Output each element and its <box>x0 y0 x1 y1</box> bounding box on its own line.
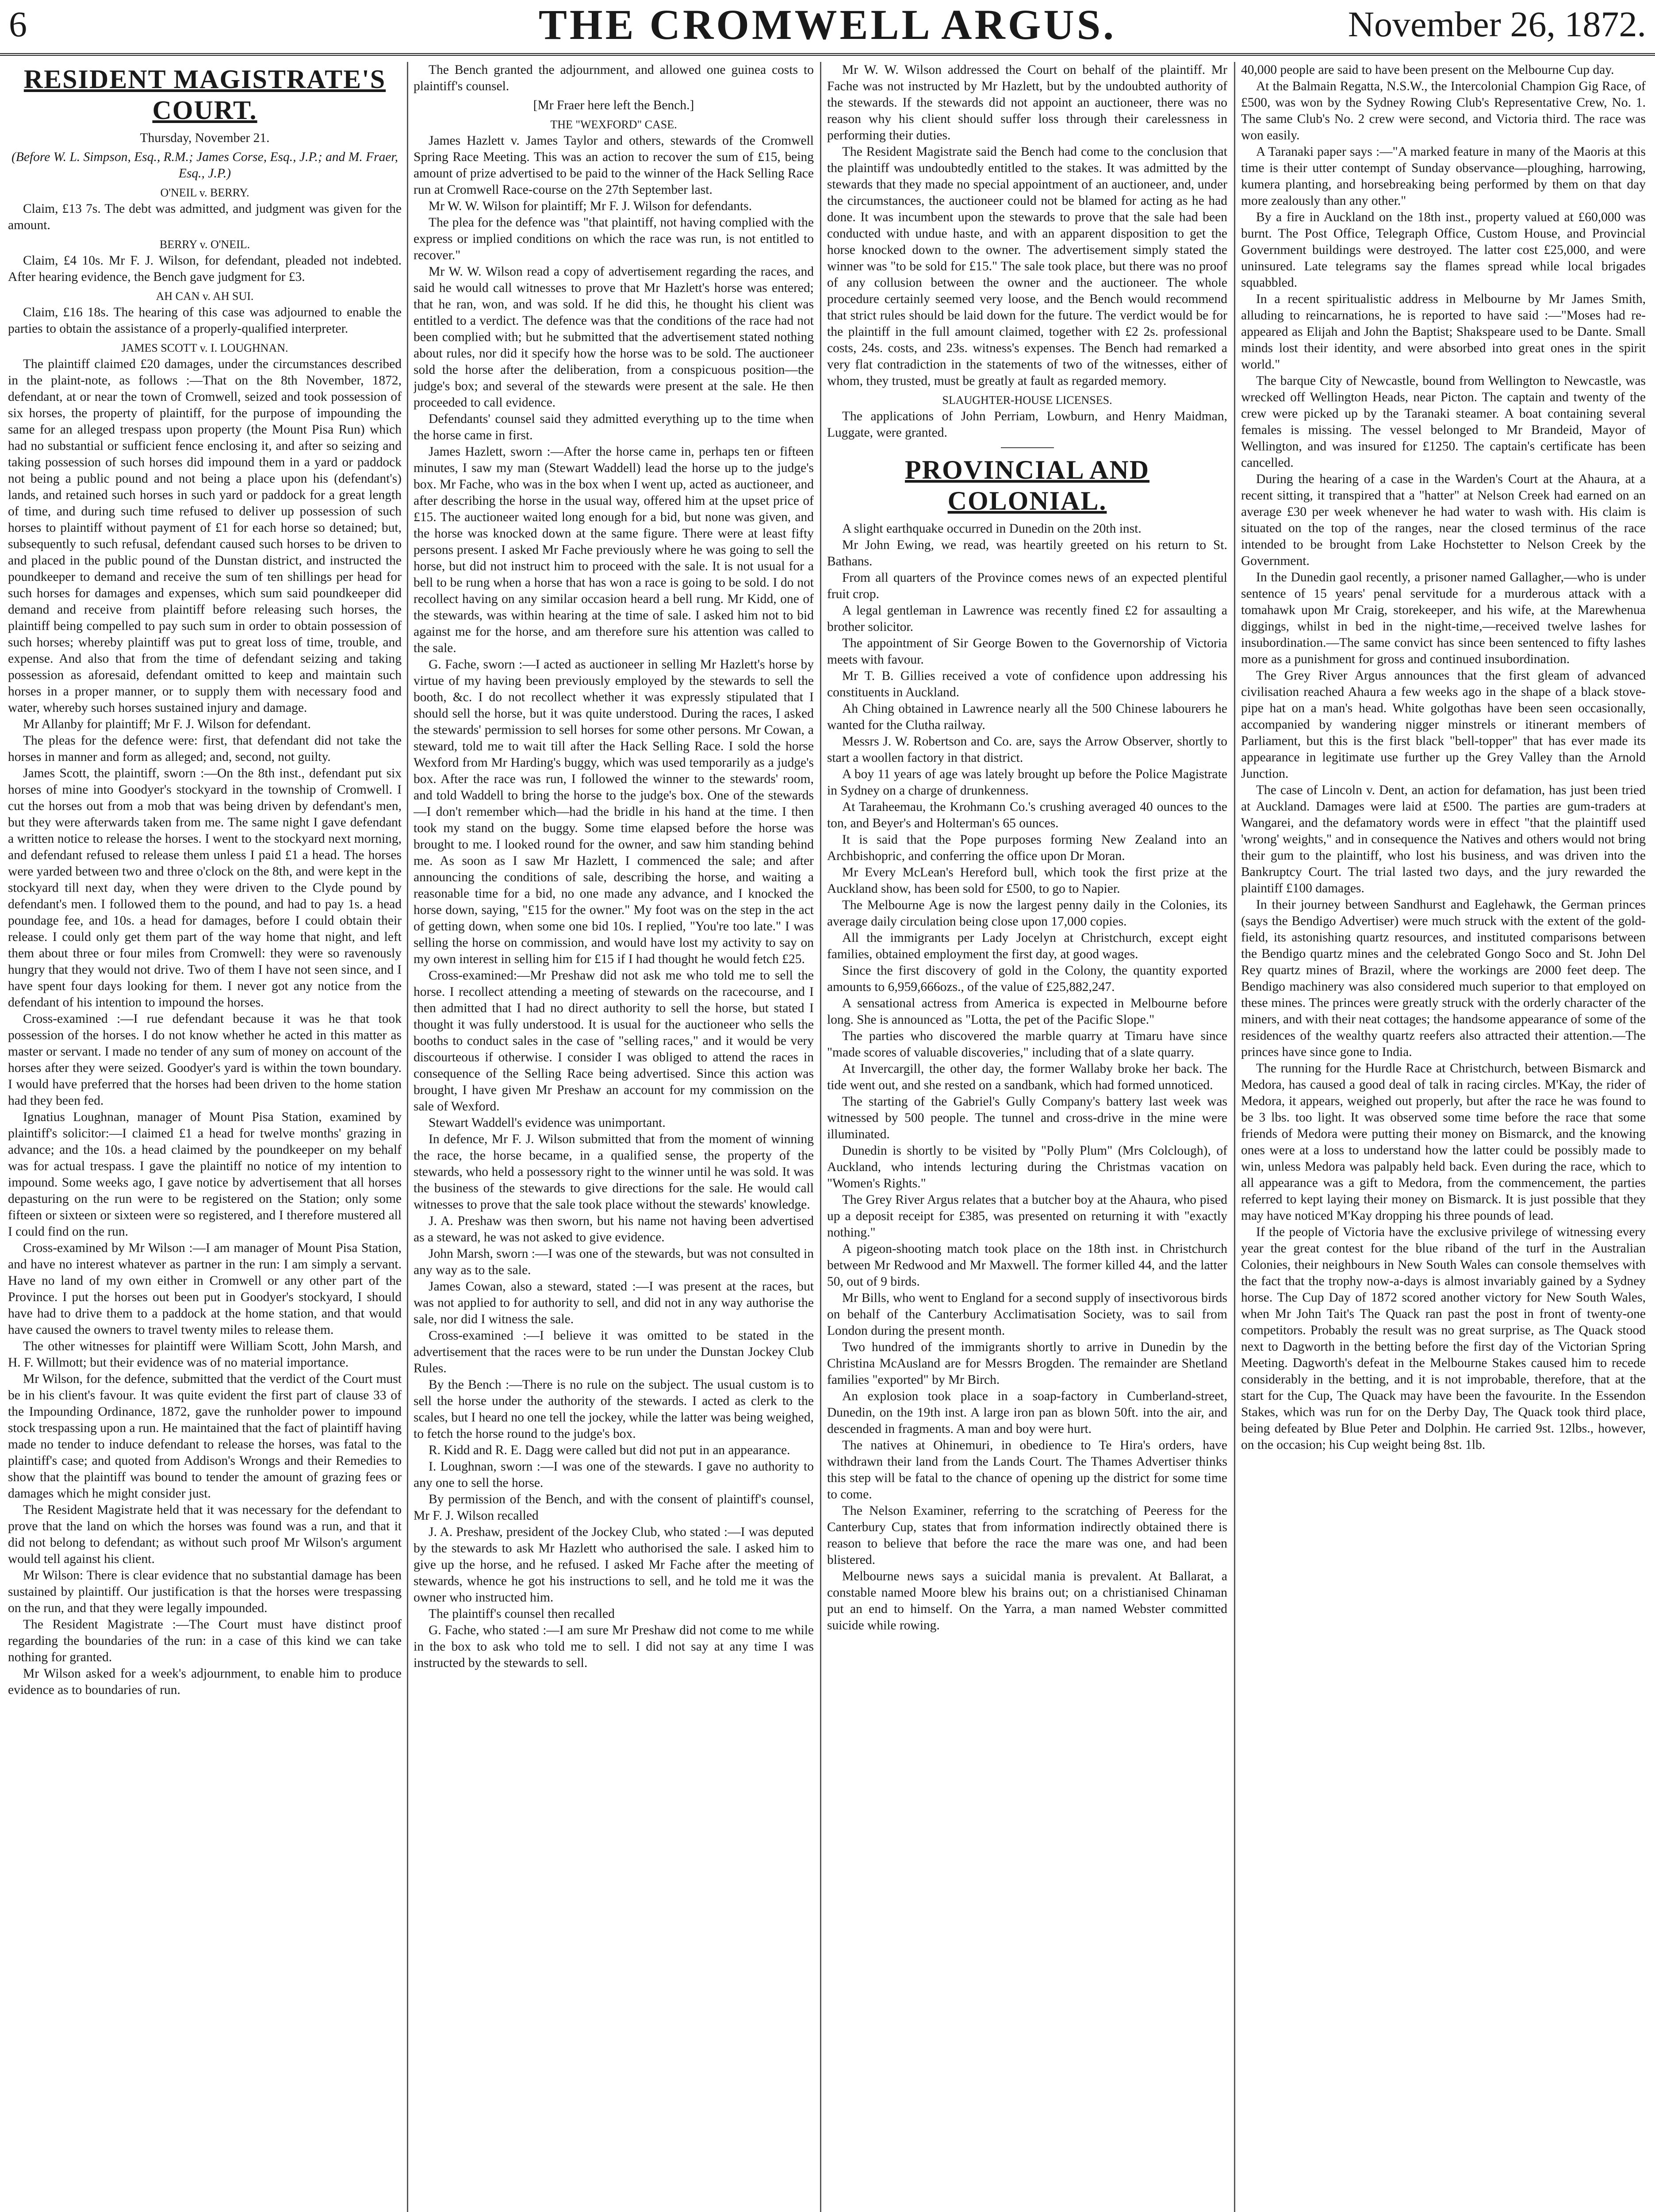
paragraph: G. Fache, sworn :—I acted as auctioneer in selling Mr Hazlett's horse by virtue of my having been previously employed by the stewards to sell the booth, &c. I do not recollect whether it was expressly stipulated that I should sell the horse, but it was quite understood. During the races, I asked the stewards' permission to sell horses for some other persons. Mr Cowan, a steward, told me to wait till after the Hack Selling Race. I sold the horse Wexford from Mr Harding's buggy, which was used temporarily as a judge's box. After the race was run, I followed the winner to the stewards' room, and told Waddell to bring the horse to the judge's box. One of the stewards—I don't remember which—had the bridle in his hand at the time. I then took my stand on the buggy. Some time elapsed before the horse was brought to me. I looked round for the owner, and saw him standing behind me. As soon as I saw Mr Hazlett, I commenced the sale; and after announcing the conditions of sale, describing the horse, and waiting a reasonable time for a bid, no one made any advance, and I knocked the horse down, saying, "£15 for the owner." My foot was on the step in the act of getting down, when some one bid 10s. I replied, "You're too late." I was selling the horse on commission, and would have lost my activity to say on my own interest in selling him for £15 if I had thought he would fetch £25. <box>414 657 814 966</box>
paragraph: 40,000 people are said to have been present on the Melbourne Cup day. <box>1241 63 1614 77</box>
paragraph: The parties who discovered the marble quarry at Timaru have since "made scores of valuable discoveries," including that of a slate quarry. <box>827 1029 1227 1060</box>
paragraph: Cross-examined :—I believe it was omitted to be stated in the advertisement that the races were to be run under the Dunstan Jockey Club Rules. <box>414 1329 814 1375</box>
paragraph: Claim, £4 10s. Mr F. J. Wilson, for defendant, pleaded not indebted. After hearing evidence, the Bench gave judgment for £3. <box>8 253 402 284</box>
paragraph: J. A. Preshaw was then sworn, but his name not having been advertised as a steward, he was not asked to give evidence. <box>414 1214 814 1244</box>
paragraph: Defendants' counsel said they admitted everything up to the time when the horse came in first. <box>414 412 814 442</box>
paragraph: The Resident Magistrate :—The Court must have distinct proof regarding the boundaries of the run: in a case of this kind we can take nothing for granted. <box>8 1617 402 1664</box>
paragraph: The natives at Ohinemuri, in obedience to Te Hira's orders, have withdrawn their land from the Lands Court. The Thames Advertiser thinks this step will be fatal to the chance of opening up the district for some time to come. <box>827 1438 1227 1502</box>
paragraph: By the Bench :—There is no rule on the subject. The usual custom is to sell the horse under the authority of the stewards. I acted as clerk to the scales, but I heard no one tell the jockey, while the latter was being weighed, to fetch the horse round to the judge's box. <box>414 1378 814 1441</box>
paragraph: If the people of Victoria have the exclusive privilege of witnessing every year the great contest for the blue riband of the turf in the Australian Colonies, their neighbours in New South Wales can console themselves with the fact that the trophy now-a-days is almost invariably gained by a Sydney horse. The Cup Day of 1872 scored another victory for New South Wales, when Mr John Tait's The Quack ran past the post in front of twenty-one competitors. Probably the result was no great surprise, as The Quack stood next to Dagworth in the betting before the first day of the Victorian Spring Meeting. Dagworth's defeat in the Melbourne Stakes caused him to recede considerably in the betting, and it is not improbable, therefore, that at the start for the Cup, The Quack may have been the favourite. In the Essendon Stakes, which was run for on the Derby Day, The Quack took third place, being defeated by Blue Peter and Dolphin. He carried 9st. 12lbs., however, on the occasion; his Cup weight being 8st. 1lb. <box>1241 1225 1646 1452</box>
paragraph: The running for the Hurdle Race at Christchurch, between Bismarck and Medora, has caused a good deal of talk in racing circles. M'Kay, the rider of Medora, it appears, weighed out properly, but after the race he was found to be 3 lbs. too light. It was observed some time before the race that some friends of Medora were putting their money on Bismarck, and the knowing ones were at a loss to understand how the latter could be possibly made to win, unless Medora was palpably held back. Even during the race, which to all appearance was a gift to Medora, from the commencement, the parties referred to kept laying their money on Bismarck. It is just possible that they may have noticed M'Kay dropping his three pounds of lead. <box>1241 1061 1646 1223</box>
paragraph: Mr Wilson asked for a week's adjournment, to enable him to produce evidence as to boundaries of run. <box>8 1667 402 1697</box>
paragraph: In the Dunedin gaol recently, a prisoner named Gallagher,—who is under sentence of 15 years' penal servitude for a murderous attack with a tomahawk upon Mr Craig, storekeeper, and his wife, at the Marewhenua diggings, whilst in bed in the night-time,—received twelve lashes for insubordination.—The same convict has since been sentenced to fifty lashes more as a punishment for gross and continued insubordination. <box>1241 570 1646 666</box>
paragraph: Melbourne news says a suicidal mania is prevalent. At Ballarat, a constable named Moore blew his brains out; on a christianised Chinaman put an end to himself. On the Yarra, a man named Webster committed suicide while rowing. <box>827 1569 1227 1632</box>
paragraph: Cross-examined by Mr Wilson :—I am manager of Mount Pisa Station, and have no interest whatever as partner in the run: I am simply a servant. Have no land of my own either in Cromwell or any other part of the Province. I put the horses out been put in Goodyer's stockyard, I should have had to drive them to a paddock at the home station, and that would have caused the owners to travel twenty miles to release them. <box>8 1241 402 1337</box>
paragraph: A boy 11 years of age was lately brought up before the Police Magistrate in Sydney on a charge of drunkenness. <box>827 767 1227 798</box>
paragraph: Two hundred of the immigrants shortly to arrive in Dunedin by the Christina McAusland are for Messrs Brogden. The remainder are Shetland families "exported" by Mr Birch. <box>827 1340 1227 1387</box>
paragraph: By a fire in Auckland on the 18th inst., property valued at £60,000 was burnt. The Post Office, Telegraph Office, Custom House, and Provincial Government buildings were destroyed. The latter cost £25,000, and were uninsured. Late telegrams say the flames spread while local brigades squabbled. <box>1241 210 1646 290</box>
case-heading: AH CAN v. AH SUI. <box>156 290 254 303</box>
paragraph: John Marsh, sworn :—I was one of the stewards, but was not consulted in any way as to the sale. <box>414 1247 814 1277</box>
paragraph: I. Loughnan, sworn :—I was one of the stewards. I gave no authority to any one to sell the horse. <box>414 1459 814 1490</box>
case-heading: JAMES SCOTT v. I. LOUGHNAN. <box>121 342 288 354</box>
paragraph: A Taranaki paper says :—"A marked feature in many of the Maoris at this time is their utter contempt of Sunday observance—ploughing, harrowing, kumera planting, and horsebreaking being performed by them on that day more zealously than any other." <box>1241 145 1646 208</box>
paragraph: A pigeon-shooting match took place on the 18th inst. in Christchurch between Mr Redwood and Mr Maxwell. The former killed 44, and the latter 50, out of 9 birds. <box>827 1242 1227 1289</box>
paragraph: Mr Wilson, for the defence, submitted that the verdict of the Court must be in his client's favour. It was quite evident the first part of clause 33 of the Impounding Ordinance, 1872, gave the runholder power to impound stock trespassing upon a run. He maintained that the fact of plaintiff having made no tender to induce defendant to release the horses, was fatal to the plaintiff's case; and quoted from Addison's Wrongs and their Remedies to show that the plaintiff was bound to tender the amount of grazing fees or damages which he might consider just. <box>8 1372 402 1501</box>
column-rule <box>1234 62 1235 2212</box>
column-rule <box>820 62 821 2212</box>
paragraph: The Grey River Argus relates that a butcher boy at the Ahaura, who pised up a deposit receipt for £385, was presented on returning it with "exactly nothing." <box>827 1193 1227 1240</box>
masthead <box>0 0 1655 56</box>
column-2 <box>414 62 814 2212</box>
paragraph: Mr T. B. Gillies received a vote of confidence upon addressing his constituents in Auckland. <box>827 669 1227 699</box>
paragraph: Ah Ching obtained in Lawrence nearly all the 500 Chinese labourers he wanted for the Clutha railway. <box>827 702 1227 732</box>
paragraph: At Invercargill, the other day, the former Wallaby broke her back. The tide went out, and she rested on a sandbank, which had formed unnoticed. <box>827 1062 1227 1092</box>
paragraph: James Hazlett v. James Taylor and others, stewards of the Cromwell Spring Race Meeting. This was an action to recover the sum of £15, being amount of prize advertised to be paid to the winner of the Hack Selling Race run at Cromwell Race-course on the 27th September last. <box>414 134 814 197</box>
paragraph: The Melbourne Age is now the largest penny daily in the Colonies, its average daily circulation being close upon 17,000 copies. <box>827 898 1227 929</box>
paragraph: Cross-examined :—I rue defendant because it was he that took possession of the horses. I do not know whether he acted in this matter as master or servant. I made no tender of any sum of money on account of the horses after they were seized. Goodyer's yard is within the town boundary. I would have preferred that the horses had been driven to the home station had they been fed. <box>8 1012 402 1108</box>
paragraph: G. Fache, who stated :—I am sure Mr Preshaw did not come to me while in the box to ask who told me to sell. I did not say at any time I was instructed by the stewards to sell. <box>414 1623 814 1670</box>
paragraph: James Scott, the plaintiff, sworn :—On the 8th inst., defendant put six horses of mine into Goodyer's stockyard in the township of Cromwell. I cut the horses out from a mob that was being driven by defendant's men, but they were afterwards taken from me. The same night I gave defendant a written notice to release the horses. I went to the stockyard next morning, and defendant refused to release them unless I paid £1 a head. The horses were yarded between two and three o'clock on the 8th, and were kept in the stockyard till next day, when they were driven to the Clyde pound by defendant's men. I followed them to the pound, and had to pay 1s. a head poundage fee, and 10s. a head for damages, before I could obtain their release. I could only get them part of the way home that night, and left them about three or four miles from Cromwell: they were so ravenously hungry that they would not drive. Two of them I have not seen since, and I have spent four days looking for them. I never got any notice from the defendant of his intention to impound the horses. <box>8 766 402 1010</box>
paragraph: Messrs J. W. Robertson and Co. are, says the Arrow Observer, shortly to start a woollen factory in that district. <box>827 734 1227 765</box>
paragraph: (Before W. L. Simpson, Esq., R.M.; James Corse, Esq., J.P.; and M. Fraer, Esq., J.P.) <box>11 150 398 180</box>
paragraph: The Nelson Examiner, referring to the scratching of Peeress for the Canterbury Cup, states that from information indirectly obtained there is reason to believe that before the race the mare was one, and had been blistered. <box>827 1504 1227 1567</box>
case-heading: O'NEIL v. BERRY. <box>160 186 249 199</box>
paragraph: Mr Bills, who went to England for a second supply of insectivorous birds on behalf of the Canterbury Acclimatisation Society, was to sail from London during the present month. <box>827 1291 1227 1338</box>
paragraph: Ignatius Loughnan, manager of Mount Pisa Station, examined by plaintiff's solicitor:—I claimed £1 a head for twelve months' grazing in advance; and the 10s. a head claimed by the poundkeeper on my behalf was for actual trespass. I gave the plaintiff no notice of my intention to impound. Some weeks ago, I gave notice by advertisement that all horses depasturing on the run were to be registered on the Station; only some fifteen or sixteen or sixteen were so registered, and I therefore mustered all I could find on the run. <box>8 1110 402 1239</box>
paragraph: [Mr Fraer here left the Bench.] <box>533 98 694 112</box>
paragraph: Mr W. W. Wilson read a copy of advertisement regarding the races, and said he would call witnesses to prove that Mr Hazlett's horse was entered; that he ran, won, and was sold. If he did this, he thought his client was entitled to a verdict. The defence was that the conditions of the race had not been complied with; but he submitted that the advertisement stated nothing about rules, nor did it specify how the horse was to be sold. The auctioneer sold the horse after the deliberation, from a conspicuous position—the judge's box; and several of the stewards were present at the sale. He then proceeded to call evidence. <box>414 265 814 410</box>
paragraph: The barque City of Newcastle, bound from Wellington to Newcastle, was wrecked off Wellington Heads, near Picton. The captain and twenty of the crew were picked up by the Taranaki steamer. A boat containing several females is missing. The vessel belonged to Mr Brandeid, Mayor of Wellington, and was insured for £1250. The captain's certificate has been cancelled. <box>1241 374 1646 470</box>
paragraph: During the hearing of a case in the Warden's Court at the Ahaura, at a recent sitting, it transpired that a "hatter" at Nelson Creek had earned on an average £30 per week whenever he had water to wash with. His claim is situated on the top of the ranges, near the closed terminus of the race intended to be brought from Lake Hochstetter to Nelson Creek by the Government. <box>1241 472 1646 568</box>
case-heading: BERRY v. O'NEIL. <box>159 238 250 251</box>
paragraph: The Bench granted the adjournment, and allowed one guinea costs to plaintiff's counsel. <box>414 63 814 93</box>
paragraph: The plaintiff claimed £20 damages, under the circumstances described in the plaint-note, as follows :—That on the 8th November, 1872, defendant, at or near the town of Cromwell, seized and took possession of six horses, the property of plaintiff, for the purpose of impounding the same for an alleged trespass upon property (the Mount Pisa Run) which had no substantial or sufficient fence enclosing it, and after so seizing and taking possession of such horses did impound them in a yard or paddock not being a public pound and not being a place upon his (defendant's) lands, and retained such horses in such yard or paddock for a great length of time, and during such time refused to deliver up possession of such horses to plaintiff without payment of £1 for each horse so detained; but, subsequently to such refusal, defendant caused such horses to be driven to and placed in the public pound of the Dunstan district, and instructed the poundkeeper to demand and receive the sum of ten shillings per head for such horses for damages and expenses, which sum said poundkeeper did demand and receive from plaintiff before releasing such horses, the plaintiff being compelled to pay such sum in order to obtain possession of such horses; whereby plaintiff was put to great loss of time, trouble, and expense. And also that from the time of defendant seizing and taking possession as aforesaid, defendant omitted to keep and maintain such horses in a proper manner, or to supply them with necessary food and water, whereby such horses sustained injury and damage. <box>8 357 402 715</box>
column-rule <box>407 62 408 2212</box>
paragraph: James Cowan, also a steward, stated :—I was present at the races, but was not applied to for authority to sell, and did not in any way authorise the sale, nor did I witness the sale. <box>414 1279 814 1326</box>
paragraph: The applications of John Perriam, Lowburn, and Henry Maidman, Luggate, were granted. <box>827 409 1227 440</box>
paragraph: All the immigrants per Lady Jocelyn at Christchurch, except eight families, obtained employment the first day, at good wages. <box>827 931 1227 961</box>
newspaper-title: THE CROMWELL ARGUS. <box>538 1 1117 48</box>
paragraph: Mr Allanby for plaintiff; Mr F. J. Wilson for defendant. <box>23 717 311 731</box>
column-3 <box>827 62 1227 2212</box>
paragraph: The case of Lincoln v. Dent, an action for defamation, has just been tried at Auckland. Damages were laid at £500. The parties are gum-traders at Wangarei, and the defamatory words were in effect "that the plaintiff used 'wrong' weights," and in consequence the Natives and others would not bring their gum to the plaintiff, who lost his business, and was driven into the Bankruptcy Court. The trial lasted two days, and the jury rewarded the plaintiff £100 damages. <box>1241 783 1646 895</box>
paragraph: James Hazlett, sworn :—After the horse came in, perhaps ten or fifteen minutes, I saw my man (Stewart Waddell) lead the horse up to the judge's box. Mr Fache, who was in the box when I went up, acted as auctioneer, and after describing the horse in the usual way, offered him at the upset price of £15. The auctioneer waited long enough for a bid, but none was given, and the horse was knocked down at the same figure. There were at least fifty persons present. I asked Mr Fache previously where he was going to sell the horse, but did not instruct him to proceed with the sale. It is not usual for a bell to be rung when a horse that has won a race is going to be sold. I do not recollect having on any similar occasion heard a bell rung. Mr Kidd, one of the stewards, was within hearing at the time of sale. I asked him not to bid against me for the horse, and am therefore sure his attention was called to the sale. <box>414 445 814 655</box>
paragraph: The appointment of Sir George Bowen to the Governorship of Victoria meets with favour. <box>827 636 1227 667</box>
paragraph: The pleas for the defence were: first, that defendant did not take the horses in manner and form as alleged; and, second, not guilty. <box>8 733 402 764</box>
page-number: 6 <box>9 4 27 44</box>
paragraph: The starting of the Gabriel's Gully Company's battery last week was witnessed by 500 people. The tunnel and cross-drive in the mine were illuminated. <box>827 1094 1227 1141</box>
paragraph: A sensational actress from America is expected in Melbourne before long. She is announced as "Lotta, the pet of the Pacific Slope." <box>827 996 1227 1027</box>
paragraph: The Resident Magistrate said the Bench had come to the conclusion that the plaintiff was undoubtedly entitled to the stakes. It was admitted by the stewards that they made no special appointment of an auctioneer, and, under the circumstances, the auctioneer could not be blamed for acting as he had done. It was incumbent upon the stewards to prove that the sale had been conducted with undue haste, and with an apparent disposition to get the horse knocked down to the owner. The advertisement simply stated the winner was "to be sold for £15." The sale took place, but there was no proof of any collusion between the owner and the auctioneer. The whole procedure certainly seemed very loose, and the Bench would recommend that strict rules should be laid down for the future. The verdict would be for the plaintiff in the full amount claimed, together with £2 2s. professional costs, 24s. costs, and 23s. witness's expenses. The Bench had remarked a very flat contradiction in the statements of two of the witnesses, either of whom, they trusted, must be greatly at fault as regarded memory. <box>827 145 1227 388</box>
paragraph: Dunedin is shortly to be visited by "Polly Plum" (Mrs Colclough), of Auckland, who intends lecturing during the Christmas vacation on "Women's Rights." <box>827 1144 1227 1190</box>
paragraph: An explosion took place in a soap-factory in Cumberland-street, Dunedin, on the 19th inst. A large iron pan as blown 50ft. into the air, and descended in fragments. A man and boy were hurt. <box>827 1389 1227 1436</box>
paragraph: The plaintiff's counsel then recalled <box>429 1607 615 1621</box>
paragraph: At Taraheemau, the Krohmann Co.'s crushing averaged 40 ounces to the ton, and Beyer's and Holterman's 65 ounces. <box>827 800 1227 830</box>
paragraph: Claim, £13 7s. The debt was admitted, and judgment was given for the amount. <box>8 202 402 232</box>
paragraph: The plea for the defence was "that plaintiff, not having complied with the express or implied conditions on which the race was run, is not entitled to recover." <box>414 215 814 262</box>
section-heading: PROVINCIAL AND COLONIAL. <box>904 455 1150 515</box>
paragraph: Since the first discovery of gold in the Colony, the quantity exported amounts to 6,959,666ozs., of the value of £25,882,247. <box>827 964 1227 994</box>
paragraph: A legal gentleman in Lawrence was recently fined £2 for assaulting a brother solicitor. <box>827 603 1227 634</box>
paragraph: Mr John Ewing, we read, was heartily greeted on his return to St. Bathans. <box>827 538 1227 568</box>
paragraph: The Resident Magistrate held that it was necessary for the defendant to prove that the land on which the horses was found was a run, and that it did not belong to defendant; as without such proof Mr Wilson's argument would tell against his client. <box>8 1503 402 1566</box>
paragraph: By permission of the Bench, and with the consent of plaintiff's counsel, Mr F. J. Wilson recalled <box>414 1492 814 1523</box>
paragraph: Thursday, November 21. <box>140 131 270 145</box>
paragraph: A slight earthquake occurred in Dunedin on the 20th inst. <box>842 522 1142 536</box>
paragraph: At the Balmain Regatta, N.S.W., the Intercolonial Champion Gig Race, of £500, was won by the Sydney Rowing Club's Representative Crew, No. 1. The same Club's No. 2 crew were second, and Victoria third. The race was won easily. <box>1241 79 1646 142</box>
divider <box>1001 447 1054 448</box>
paragraph: In defence, Mr F. J. Wilson submitted that from the moment of winning the race, the horse became, in a qualified sense, the property of the stewards, who held a possessory right to the winner until he was sold. It was the business of the stewards to give directions for the sale. He would call witnesses to prove that the sale took place without the stewards' knowledge. <box>414 1132 814 1212</box>
paragraph: It is said that the Pope purposes forming New Zealand into an Archbishopric, and conferring the office upon Dr Moran. <box>827 833 1227 863</box>
paragraph: Stewart Waddell's evidence was unimportant. <box>429 1116 666 1130</box>
paragraph: J. A. Preshaw, president of the Jockey Club, who stated :—I was deputed by the stewards to ask Mr Hazlett who authorised the sale. I asked him to give up the horse, and he refused. I asked Mr Fache after the meeting of stewards, whence he got his instructions to sell, and he told me it was the owner who instructed him. <box>414 1525 814 1605</box>
paragraph: Claim, £16 18s. The hearing of this case was adjourned to enable the parties to obtain the assistance of a properly-qualified interpreter. <box>8 305 402 336</box>
paragraph: Mr W. W. Wilson addressed the Court on behalf of the plaintiff. Mr Fache was not instructed by Mr Hazlett, but by the undoubted authority of the stewards. If the stewards did not appoint an auctioneer, there was no reason why his client should suffer loss through their carelessness in performing their duties. <box>827 63 1227 142</box>
paragraph: Mr W. W. Wilson for plaintiff; Mr F. J. Wilson for defendants. <box>429 199 752 213</box>
column-1 <box>8 62 402 2212</box>
paragraph: Mr Every McLean's Hereford bull, which took the first prize at the Auckland show, has been sold for £500, to go to Napier. <box>827 865 1227 896</box>
issue-date: November 26, 1872. <box>1348 4 1646 44</box>
paragraph: In a recent spiritualistic address in Melbourne by Mr James Smith, alluding to reincarnations, he is reported to have said :—"Moses had re-appeared as Elijah and John the Baptist; Shakspeare used to be Dante. Small minds lost their identity, and were absorbed into great ones in the spirit world." <box>1241 292 1646 372</box>
column-4 <box>1241 62 1646 2212</box>
paragraph: The other witnesses for plaintiff were William Scott, John Marsh, and H. F. Willmott; but their evidence was of no material importance. <box>8 1339 402 1370</box>
paragraph: In their journey between Sandhurst and Eaglehawk, the German princes (says the Bendigo Advertiser) were much struck with the extent of the gold-field, its astonishing quartz resources, and instituted comparisons between the Bendigo quartz mines and the celebrated Gongo Soco and St. John Del Rey quartz mines of Brazil, where the workings are 2000 feet deep. The Bendigo machinery was also considered much superior to that employed on these mines. The princes were greatly struck with the orderly character of the miners, and with their neat cottages; the handsome appearance of some of the residences of the wealthy quartz reefers also attracted their attention.—The princes have since gone to India. <box>1241 898 1646 1059</box>
case-heading: THE "WEXFORD" CASE. <box>550 118 677 131</box>
paragraph: Mr Wilson: There is clear evidence that no substantial damage has been sustained by plaintiff. Our justification is that the horses were trespassing on the run, and that they were legally impounded. <box>8 1568 402 1615</box>
paragraph: From all quarters of the Province comes news of an expected plentiful fruit crop. <box>827 571 1227 601</box>
case-heading: SLAUGHTER-HOUSE LICENSES. <box>942 394 1112 407</box>
section-heading: RESIDENT MAGISTRATE'S COURT. <box>23 65 386 125</box>
paragraph: Cross-examined:—Mr Preshaw did not ask me who told me to sell the horse. I recollect attending a meeting of stewards on the racecourse, and I then admitted that I had no direct authority to sell the horse, but stated I thought it was fully understood. It is usual for the auctioneer who sells the booths to conduct sales in the case of "selling races," and it would be very discourteous if otherwise. I consider I was obliged to attend the races in consequence of the Selling Race being advertised. Since this action was brought, I have given Mr Preshaw an account for my commission on the sale of Wexford. <box>414 968 814 1114</box>
paragraph: The Grey River Argus announces that the first gleam of advanced civilisation reached Ahaura a few weeks ago in the shape of a black stove-pipe hat on a man's head. White golgothas have been seen occasionally, accompanied by wandering nigger minstrels or itinerant members of Parliament, but this is the first black "bell-topper" that has ever made its appearance in legitimate use further up the Grey Valley than the Arnold Junction. <box>1241 668 1646 781</box>
paragraph: R. Kidd and R. E. Dagg were called but did not put in an appearance. <box>429 1443 790 1457</box>
